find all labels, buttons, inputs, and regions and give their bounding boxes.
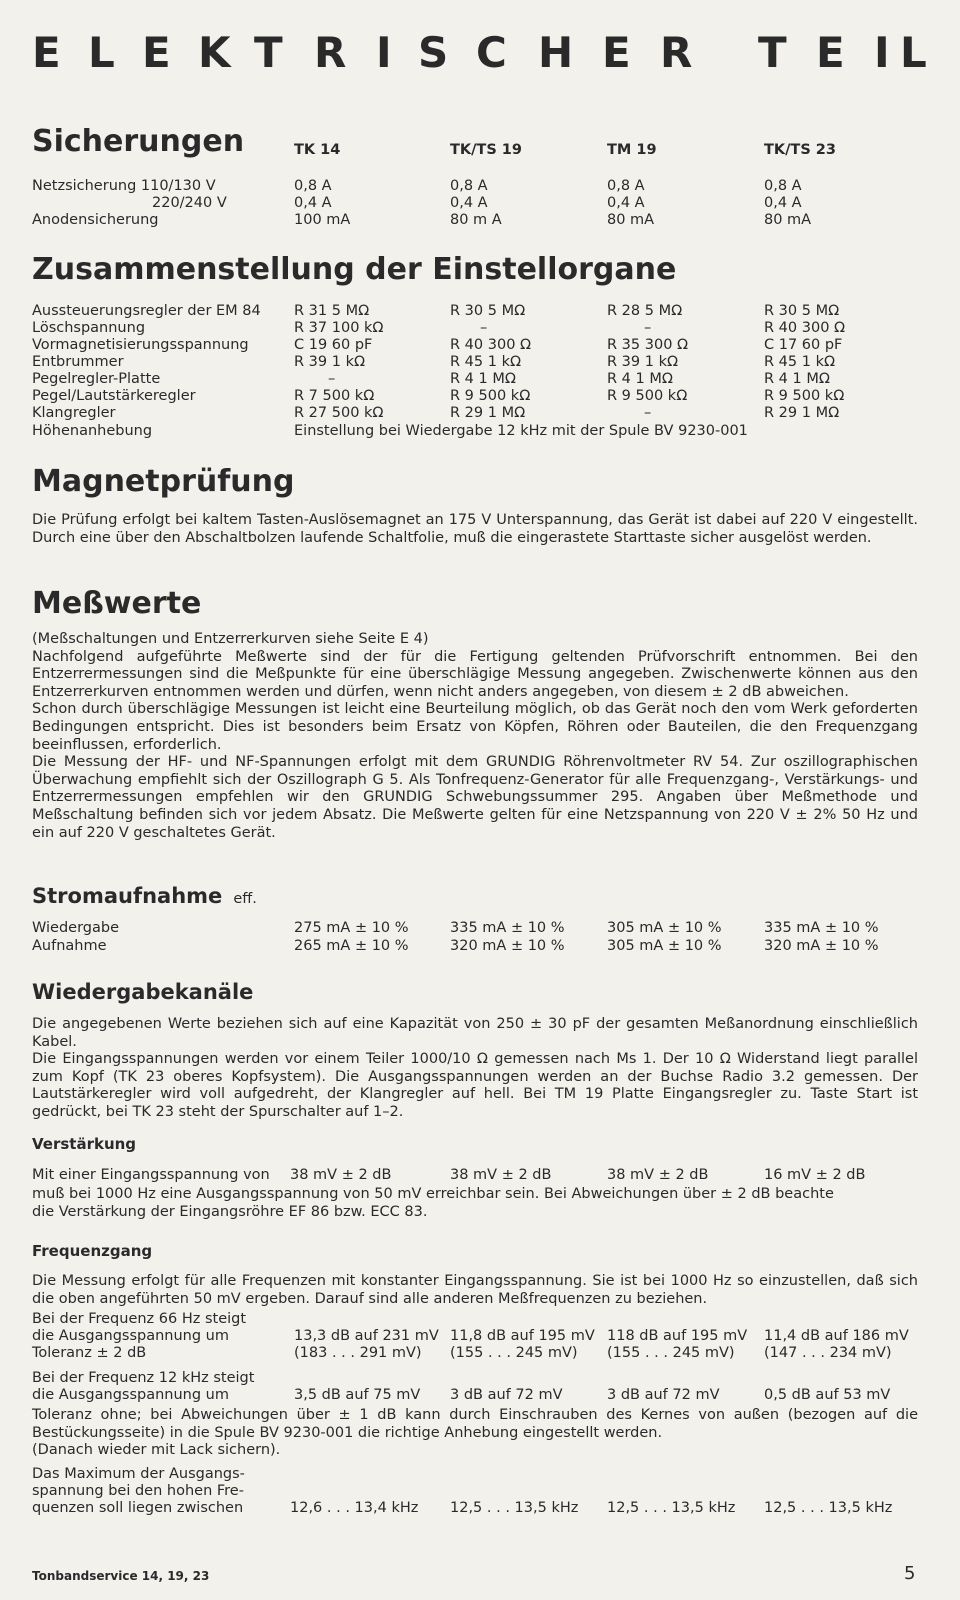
cell: 320 mA ± 10 % (450, 938, 565, 954)
cell: C 19 60 pF (294, 337, 373, 353)
subheading-verstaerkung: Verstärkung (32, 1135, 137, 1153)
table-row (32, 1328, 932, 1345)
table-row (32, 1500, 932, 1517)
row-label: Mit einer Eingangsspannung von (32, 1167, 270, 1183)
table-row (32, 405, 932, 422)
cell: R 39 1 kΩ (294, 354, 366, 370)
cell: R 37 100 kΩ (294, 320, 384, 336)
cell: 100 mA (294, 212, 351, 228)
cell: 16 mV ± 2 dB (764, 1167, 866, 1183)
row-label: Das Maximum der Ausgangs- (32, 1466, 245, 1482)
title-letter: I (874, 28, 890, 77)
cell: – (644, 405, 652, 421)
text-line (32, 1311, 932, 1328)
title-letter: H (538, 28, 574, 77)
row-label: spannung bei den hohen Fre- (32, 1483, 244, 1499)
cell: 0,8 A (294, 178, 332, 194)
paragraph: (Meßschaltungen und Entzerrerkurven siehe Seite E 4) (32, 631, 429, 647)
column-header: TM 19 (607, 142, 657, 158)
cell: 38 mV ± 2 dB (450, 1167, 552, 1183)
table-row (32, 212, 932, 229)
cell: 3 dB auf 72 mV (450, 1387, 563, 1403)
footer-text: Tonbandservice 14, 19, 23 (32, 1569, 210, 1583)
cell: 12,5 . . . 13,5 kHz (607, 1500, 736, 1516)
table-row (32, 1345, 932, 1362)
section-heading-magnetpruefung: Magnetprüfung (32, 464, 295, 499)
table-row (32, 195, 932, 212)
cell: R 9 500 kΩ (764, 388, 845, 404)
table-row (32, 303, 932, 320)
cell: 11,4 dB auf 186 mV (764, 1328, 909, 1344)
title-letter: E (602, 28, 631, 77)
title-letter: E (816, 28, 845, 77)
table-row (32, 320, 932, 337)
cell: 12,5 . . . 13,5 kHz (450, 1500, 579, 1516)
paragraph-messwerte (32, 631, 918, 842)
cell: R 9 500 kΩ (450, 388, 531, 404)
table-row (32, 371, 932, 388)
cell: 38 mV ± 2 dB (607, 1167, 709, 1183)
row-label: Pegelregler-Platte (32, 371, 161, 387)
row-label: Anodensicherung (32, 212, 159, 228)
row-label: 220/240 V (152, 195, 227, 211)
row-label: quenzen soll liegen zwischen (32, 1500, 244, 1516)
section-heading-einstellorgane: Zusammenstellung der Einstellorgane (32, 252, 677, 287)
cell: Einstellung bei Wiedergabe 12 kHz mit der Spule BV 9230-001 (294, 423, 748, 439)
cell: R 9 500 kΩ (607, 388, 688, 404)
paragraph: muß bei 1000 Hz eine Ausgangsspannung von 50 mV erreichbar sein. Bei Abweichungen über ± 2 dB beachte (32, 1186, 834, 1202)
cell: 0,8 A (607, 178, 645, 194)
row-label: Entbrummer (32, 354, 124, 370)
cell: R 31 5 MΩ (294, 303, 370, 319)
cell: R 28 5 MΩ (607, 303, 683, 319)
text-line (32, 1466, 932, 1483)
cell: (147 . . . 234 mV) (764, 1345, 892, 1361)
cell: 80 m A (450, 212, 502, 228)
cell: 38 mV ± 2 dB (290, 1167, 392, 1183)
paragraph: die Verstärkung der Eingangsröhre EF 86 bzw. ECC 83. (32, 1203, 428, 1220)
cell: 0,4 A (450, 195, 488, 211)
title-letter: E (142, 28, 171, 77)
cell: R 30 5 MΩ (764, 303, 840, 319)
cell: (183 . . . 291 mV) (294, 1345, 422, 1361)
title-letter: I (376, 28, 392, 77)
row-label: Bei der Frequenz 12 kHz steigt (32, 1370, 255, 1386)
paragraph: Toleranz ohne; bei Abweichungen über ± 1 dB kann durch Einschrauben des Kernes von außen (bezogen auf die Bestückungsseite) in die Spule BV 9230-001 die richtige Anhebung eingestellt werden. (32, 1407, 918, 1441)
cell: (155 . . . 245 mV) (450, 1345, 578, 1361)
paragraph: Schon durch überschlägige Messungen ist leicht eine Beurteilung möglich, ob das Gerät noch den vom Werk geforderten Bedingungen entspricht. Dies ist besonders beim Ersatz von Köpfen, Röhren oder Bauteilen, die den Frequenzgang beeinflussen, erforderlich. (32, 701, 918, 753)
cell: 13,3 dB auf 231 mV (294, 1328, 439, 1344)
title-letter: C (476, 28, 507, 77)
cell: 305 mA ± 10 % (607, 938, 722, 954)
title-letter: R (660, 28, 693, 77)
cell: 265 mA ± 10 % (294, 938, 409, 954)
title-letter: T (758, 28, 787, 77)
cell: 11,8 dB auf 195 mV (450, 1328, 595, 1344)
paragraph: Die Prüfung erfolgt bei kaltem Tasten-Auslösemagnet an 175 V Unterspannung, das Gerät ist dabei auf 220 V eingestellt. Durch eine über den Abschaltbolzen laufende Schaltfolie, muß die eingerastete Starttaste sicher ausgelöst werden. (32, 512, 918, 546)
table-row (32, 423, 932, 440)
cell: R 29 1 MΩ (764, 405, 840, 421)
paragraph-wiedergabe (32, 1016, 918, 1122)
cell: R 40 300 Ω (450, 337, 532, 353)
cell: 320 mA ± 10 % (764, 938, 879, 954)
table-row (32, 938, 932, 955)
table-row (32, 388, 932, 405)
row-label: Toleranz ± 2 dB (32, 1345, 147, 1361)
cell: 0,4 A (764, 195, 802, 211)
cell: 0,8 A (450, 178, 488, 194)
text-line (32, 1483, 932, 1500)
table-row (32, 920, 932, 937)
row-label: Höhenanhebung (32, 423, 153, 439)
cell: 0,5 dB auf 53 mV (764, 1387, 891, 1403)
paragraph-toleranz (32, 1407, 918, 1460)
title-letter: R (314, 28, 347, 77)
row-label: Bei der Frequenz 66 Hz steigt (32, 1311, 247, 1327)
row-label: Pegel/Lautstärkeregler (32, 388, 196, 404)
title-letter: K (198, 28, 231, 77)
paragraph: Die angegebenen Werte beziehen sich auf eine Kapazität von 250 ± 30 pF der gesamten Meßanordnung einschließlich Kabel. (32, 1016, 918, 1050)
column-header: TK 14 (294, 142, 341, 158)
cell: 275 mA ± 10 % (294, 920, 409, 936)
cell: 305 mA ± 10 % (607, 920, 722, 936)
title-letter: E (32, 28, 61, 77)
cell: – (480, 320, 488, 336)
cell: R 4 1 MΩ (450, 371, 516, 387)
cell: R 4 1 MΩ (607, 371, 673, 387)
title-letter: L (900, 28, 927, 77)
subheading-frequenzgang: Frequenzgang (32, 1242, 153, 1260)
row-label: die Ausgangsspannung um (32, 1387, 229, 1403)
cell: 80 mA (764, 212, 812, 228)
cell: – (644, 320, 652, 336)
cell: 0,8 A (764, 178, 802, 194)
cell: (155 . . . 245 mV) (607, 1345, 735, 1361)
table-row (32, 1387, 932, 1404)
cell: R 29 1 MΩ (450, 405, 526, 421)
paragraph: Die Messung erfolgt für alle Frequenzen mit konstanter Eingangsspannung. Sie ist bei 1000 Hz so einzustellen, daß sich die oben angeführten 50 mV ergeben. Darauf sind alle anderen Meßfrequenzen zu beziehen. (32, 1273, 918, 1307)
cell: 12,6 . . . 13,4 kHz (290, 1500, 419, 1516)
cell: R 45 1 kΩ (764, 354, 836, 370)
section-heading-wiedergabekanaele: Wiedergabekanäle (32, 980, 254, 1004)
cell: R 27 500 kΩ (294, 405, 384, 421)
cell: 12,5 . . . 13,5 kHz (764, 1500, 893, 1516)
cell: 335 mA ± 10 % (450, 920, 565, 936)
cell: 0,4 A (294, 195, 332, 211)
cell: – (328, 371, 336, 387)
paragraph: (Danach wieder mit Lack sichern). (32, 1442, 281, 1459)
paragraph: Die Messung der HF- und NF-Spannungen erfolgt mit dem GRUNDIG Röhrenvoltmeter RV 54. Zur oszillographischen Überwachung empfiehlt sich der Oszillograph G 5. Als Tonfrequenz-Generator für alle Frequenzgang-, Verstärkungs- und Entzerrermessungen empfehlen wir den GRUNDIG Schwebungssummer 295. Angaben über Meßmethode und Meßschaltung befinden sich vor jedem Absatz. Die Meßwerte gelten für eine Netzspannung von 220 V ± 2% 50 Hz und ein auf 220 V geschaltetes Gerät. (32, 754, 918, 841)
cell: 80 mA (607, 212, 655, 228)
paragraph-verstaerkung (32, 1186, 918, 1221)
table-row (32, 1167, 932, 1184)
section-heading-stromaufnahme (32, 884, 257, 908)
cell: R 30 5 MΩ (450, 303, 526, 319)
row-label: Vormagnetisierungsspannung (32, 337, 249, 353)
row-label: Klangregler (32, 405, 116, 421)
cell: R 7 500 kΩ (294, 388, 375, 404)
cell: 3 dB auf 72 mV (607, 1387, 720, 1403)
section-heading-messwerte: Meßwerte (32, 586, 202, 621)
section-heading-sicherungen: Sicherungen (32, 124, 245, 159)
table-row (32, 178, 932, 195)
text-line (32, 1370, 932, 1387)
row-label: Aufnahme (32, 938, 107, 954)
title-letter: S (418, 28, 449, 77)
column-header-row (32, 142, 932, 159)
cell: R 45 1 kΩ (450, 354, 522, 370)
row-label: Löschspannung (32, 320, 146, 336)
row-label: Netzsicherung 110/130 V (32, 178, 216, 194)
cell: R 39 1 kΩ (607, 354, 679, 370)
cell: 0,4 A (607, 195, 645, 211)
table-row (32, 354, 932, 371)
column-header: TK/TS 23 (764, 142, 836, 158)
table-row (32, 337, 932, 354)
title-letter: T (254, 28, 283, 77)
heading-text: Stromaufnahme (32, 884, 223, 908)
cell: R 4 1 MΩ (764, 371, 830, 387)
row-label: die Ausgangsspannung um (32, 1328, 229, 1344)
cell: 335 mA ± 10 % (764, 920, 879, 936)
paragraph: Die Eingangsspannungen werden vor einem Teiler 1000/10 Ω gemessen nach Ms 1. Der 10 Ω Widerstand liegt parallel zum Kopf (TK 23 oberes Kopfsystem). Die Ausgangsspannungen werden an der Buchse Radio 3.2 gemessen. Der Lautstärkeregler wird voll aufgedreht, der Klangregler auf hell. Bei TM 19 Platte Eingangsregler zu. Taste Start ist gedrückt, bei TK 23 steht der Spurschalter auf 1–2. (32, 1051, 918, 1120)
cell: C 17 60 pF (764, 337, 843, 353)
cell: R 40 300 Ω (764, 320, 846, 336)
paragraph: Nachfolgend aufgeführte Meßwerte sind der für die Fertigung geltenden Prüfvorschrift entnommen. Bei den Entzerrermessungen sind die Meßpunkte für eine überschlägige Messung angegeben. Zwischenwerte können aus den Entzerrerkurven entnommen werden und dürfen, wenn nicht anders angegeben, von diesem ± 2 dB abweichen. (32, 648, 918, 700)
heading-suffix: eff. (233, 891, 257, 907)
cell: R 35 300 Ω (607, 337, 689, 353)
row-label: Aussteuerungsregler der EM 84 (32, 303, 261, 319)
cell: 3,5 dB auf 75 mV (294, 1387, 421, 1403)
page-title (32, 28, 932, 78)
row-label: Wiedergabe (32, 920, 120, 936)
page-number: 5 (904, 1563, 916, 1584)
title-letter: L (88, 28, 115, 77)
column-header: TK/TS 19 (450, 142, 522, 158)
cell: 118 dB auf 195 mV (607, 1328, 748, 1344)
